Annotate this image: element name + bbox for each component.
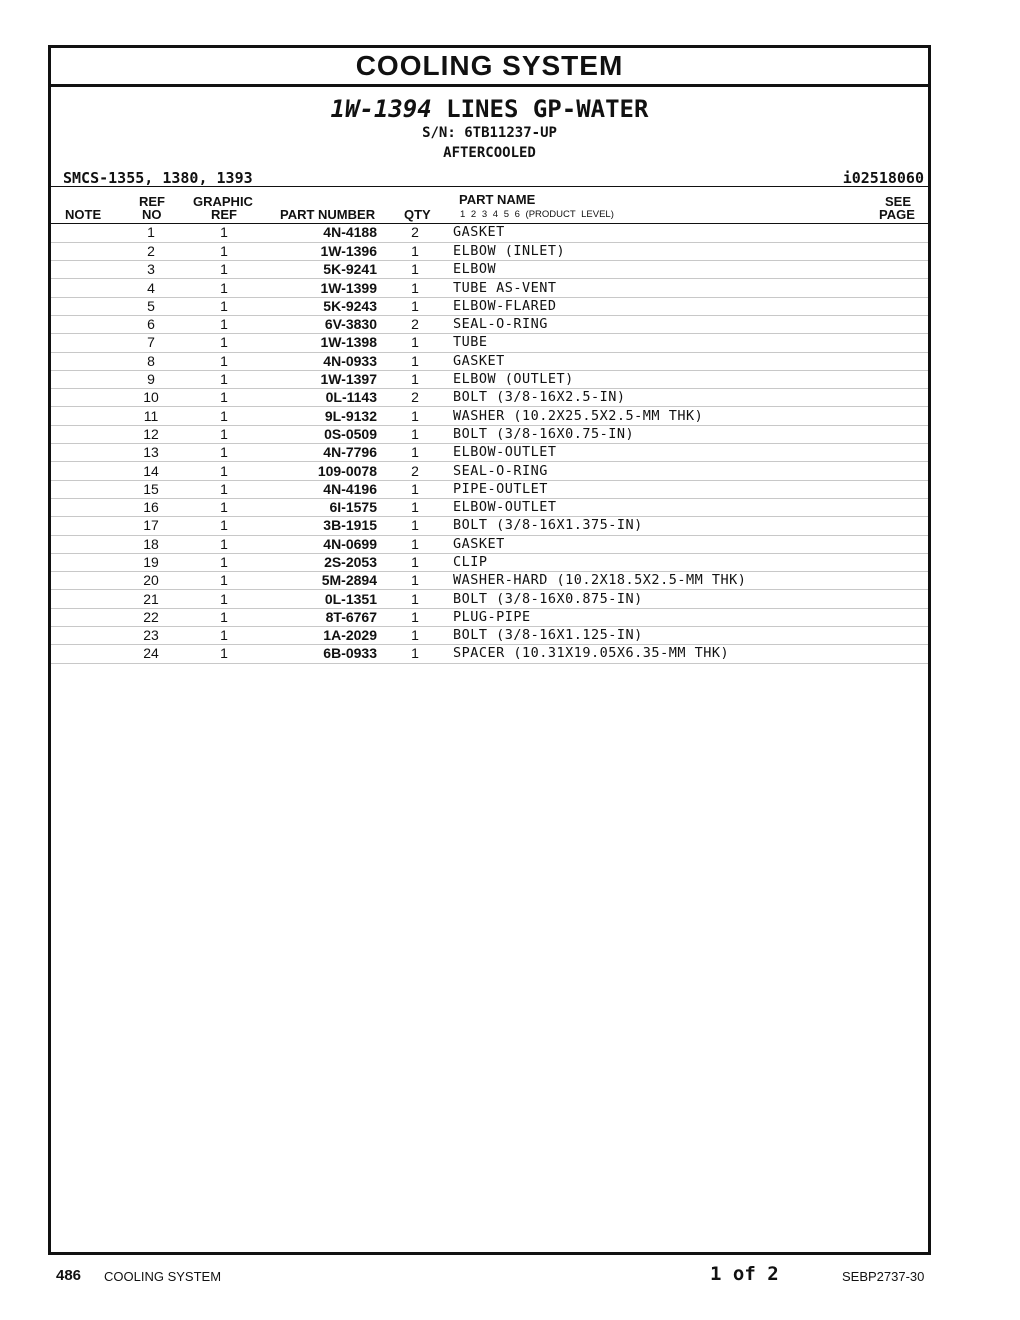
ref-no-cell: 19 [121, 553, 181, 571]
note-cell [51, 572, 121, 590]
graphic-ref-cell: 1 [181, 498, 267, 516]
illustration-id: i02518060 [842, 169, 924, 187]
part-name-cell: WASHER (10.2X25.5X2.5-MM THK) [453, 407, 928, 425]
ref-no-cell: 16 [121, 498, 181, 516]
part-name-cell: PIPE-OUTLET [453, 480, 928, 498]
part-name-cell: SEAL-O-RING [453, 315, 928, 333]
part-name-cell: ELBOW-FLARED [453, 297, 928, 315]
note-cell [51, 608, 121, 626]
graphic-ref-cell: 1 [181, 425, 267, 443]
note-cell [51, 297, 121, 315]
col-ref-bottom: NO [142, 207, 162, 222]
col-graphic-bottom: REF [211, 207, 237, 222]
part-name-cell: BOLT (3/8-16X1.125-IN) [453, 627, 928, 645]
table-row [51, 517, 928, 535]
part-number-cell: 1W-1397 [267, 370, 377, 388]
note-cell [51, 590, 121, 608]
parts-table-body [51, 224, 928, 663]
table-row [51, 261, 928, 279]
note-cell [51, 352, 121, 370]
qty-cell: 1 [377, 334, 453, 352]
part-number-cell: 5M-2894 [267, 572, 377, 590]
footer-sheet-count: 1 of 2 [710, 1263, 779, 1285]
part-name-cell: GASKET [453, 535, 928, 553]
ref-no-cell: 13 [121, 444, 181, 462]
graphic-ref-cell: 1 [181, 370, 267, 388]
part-number-cell: 4N-7796 [267, 444, 377, 462]
table-row [51, 645, 928, 663]
part-name-cell: BOLT (3/8-16X0.75-IN) [453, 425, 928, 443]
graphic-ref-cell: 1 [181, 389, 267, 407]
part-name-cell: BOLT (3/8-16X1.375-IN) [453, 517, 928, 535]
ref-no-cell: 1 [121, 224, 181, 242]
ref-no-cell: 6 [121, 315, 181, 333]
graphic-ref-cell: 1 [181, 334, 267, 352]
part-name-cell: ELBOW (OUTLET) [453, 370, 928, 388]
column-header [51, 191, 928, 224]
part-name-cell: PLUG-PIPE [453, 608, 928, 626]
ref-no-cell: 9 [121, 370, 181, 388]
table-row [51, 608, 928, 626]
graphic-ref-cell: 1 [181, 553, 267, 571]
note-cell [51, 389, 121, 407]
ref-no-cell: 15 [121, 480, 181, 498]
ref-no-cell: 21 [121, 590, 181, 608]
footer-doc-id: SEBP2737-30 [842, 1269, 925, 1284]
table-row [51, 389, 928, 407]
table-row [51, 498, 928, 516]
note-cell [51, 242, 121, 260]
note-cell [51, 425, 121, 443]
graphic-ref-cell: 1 [181, 572, 267, 590]
table-row [51, 297, 928, 315]
ref-no-cell: 20 [121, 572, 181, 590]
ref-no-cell: 4 [121, 279, 181, 297]
table-row [51, 407, 928, 425]
graphic-ref-cell: 1 [181, 517, 267, 535]
graphic-ref-cell: 1 [181, 590, 267, 608]
table-row [51, 425, 928, 443]
title-bar [51, 48, 928, 87]
graphic-ref-cell: 1 [181, 608, 267, 626]
graphic-ref-cell: 1 [181, 279, 267, 297]
ref-no-cell: 24 [121, 645, 181, 663]
table-row [51, 224, 928, 242]
qty-cell: 1 [377, 517, 453, 535]
part-name-cell: ELBOW (INLET) [453, 242, 928, 260]
part-name-cell: TUBE AS-VENT [453, 279, 928, 297]
part-number-cell: 109-0078 [267, 462, 377, 480]
part-number-cell: 0L-1143 [267, 389, 377, 407]
part-number-cell: 1W-1396 [267, 242, 377, 260]
qty-cell: 1 [377, 608, 453, 626]
table-row [51, 553, 928, 571]
graphic-ref-cell: 1 [181, 535, 267, 553]
part-number-cell: 5K-9243 [267, 297, 377, 315]
part-number-cell: 1W-1399 [267, 279, 377, 297]
qty-cell: 1 [377, 480, 453, 498]
part-number-cell: 1A-2029 [267, 627, 377, 645]
footer-section: COOLING SYSTEM [104, 1269, 222, 1284]
part-number-cell: 8T-6767 [267, 608, 377, 626]
part-number-cell: 1W-1398 [267, 334, 377, 352]
part-number-cell: 5K-9241 [267, 261, 377, 279]
col-qty: QTY [404, 207, 431, 222]
qty-cell: 2 [377, 224, 453, 242]
part-name-cell: TUBE [453, 334, 928, 352]
graphic-ref-cell: 1 [181, 462, 267, 480]
qty-cell: 1 [377, 627, 453, 645]
note-cell [51, 535, 121, 553]
footer-page-number: 486 [56, 1267, 82, 1284]
qty-cell: 1 [377, 425, 453, 443]
part-number-cell: 0L-1351 [267, 590, 377, 608]
qty-cell: 1 [377, 407, 453, 425]
part-number-cell: 6I-1575 [267, 498, 377, 516]
qty-cell: 1 [377, 553, 453, 571]
graphic-ref-cell: 1 [181, 407, 267, 425]
qty-cell: 1 [377, 370, 453, 388]
group-heading [51, 95, 928, 123]
note-cell [51, 480, 121, 498]
ref-no-cell: 17 [121, 517, 181, 535]
part-number-cell: 4N-4188 [267, 224, 377, 242]
ref-no-cell: 7 [121, 334, 181, 352]
col-part-name: PART NAME [459, 192, 536, 207]
table-row [51, 315, 928, 333]
group-part-number: 1W-1394 [330, 95, 432, 123]
qty-cell: 1 [377, 279, 453, 297]
part-name-cell: WASHER-HARD (10.2X18.5X2.5-MM THK) [453, 572, 928, 590]
part-number-cell: 6V-3830 [267, 315, 377, 333]
ref-no-cell: 18 [121, 535, 181, 553]
note-cell [51, 224, 121, 242]
part-number-cell: 0S-0509 [267, 425, 377, 443]
graphic-ref-cell: 1 [181, 480, 267, 498]
note-cell [51, 645, 121, 663]
note-cell [51, 370, 121, 388]
parts-sheet [48, 45, 931, 1255]
qty-cell: 1 [377, 352, 453, 370]
part-name-cell: ELBOW-OUTLET [453, 498, 928, 516]
graphic-ref-cell: 1 [181, 315, 267, 333]
table-row [51, 627, 928, 645]
group-part-name: LINES GP-WATER [446, 95, 649, 123]
qty-cell: 1 [377, 590, 453, 608]
part-name-cell: SPACER (10.31X19.05X6.35-MM THK) [453, 645, 928, 663]
col-graphic-top: GRAPHIC [193, 194, 253, 209]
section-title: COOLING SYSTEM [355, 50, 624, 81]
ref-no-cell: 2 [121, 242, 181, 260]
table-row [51, 352, 928, 370]
graphic-ref-cell: 1 [181, 645, 267, 663]
qty-cell: 1 [377, 297, 453, 315]
part-name-cell: ELBOW-OUTLET [453, 444, 928, 462]
parts-table [51, 224, 928, 664]
graphic-ref-cell: 1 [181, 242, 267, 260]
qty-cell: 1 [377, 645, 453, 663]
table-row [51, 242, 928, 260]
table-row [51, 590, 928, 608]
table-row [51, 462, 928, 480]
qty-cell: 1 [377, 444, 453, 462]
note-cell [51, 407, 121, 425]
qty-cell: 2 [377, 389, 453, 407]
part-name-cell: BOLT (3/8-16X2.5-IN) [453, 389, 928, 407]
col-part-number: PART NUMBER [280, 207, 376, 222]
ref-no-cell: 23 [121, 627, 181, 645]
col-see-bottom: PAGE [879, 207, 915, 222]
table-row [51, 444, 928, 462]
ref-no-cell: 3 [121, 261, 181, 279]
note-cell [51, 498, 121, 516]
part-number-cell: 3B-1915 [267, 517, 377, 535]
part-name-cell: GASKET [453, 224, 928, 242]
col-ref-top: REF [139, 194, 165, 209]
ref-no-cell: 12 [121, 425, 181, 443]
ref-no-cell: 11 [121, 407, 181, 425]
part-number-cell: 9L-9132 [267, 407, 377, 425]
product-levels: 1 2 3 4 5 6 (PRODUCT LEVEL) [460, 209, 614, 220]
note-cell [51, 517, 121, 535]
note-cell [51, 444, 121, 462]
note-cell [51, 315, 121, 333]
graphic-ref-cell: 1 [181, 297, 267, 315]
col-see-top: SEE [885, 194, 912, 209]
part-name-cell: ELBOW [453, 261, 928, 279]
ref-no-cell: 22 [121, 608, 181, 626]
qty-cell: 1 [377, 535, 453, 553]
graphic-ref-cell: 1 [181, 224, 267, 242]
table-row [51, 572, 928, 590]
part-name-cell: BOLT (3/8-16X0.875-IN) [453, 590, 928, 608]
smcs-codes: SMCS-1355, 1380, 1393 [63, 169, 253, 187]
note-cell [51, 334, 121, 352]
table-row [51, 370, 928, 388]
table-row [51, 334, 928, 352]
graphic-ref-cell: 1 [181, 261, 267, 279]
part-number-cell: 4N-0699 [267, 535, 377, 553]
note-cell [51, 261, 121, 279]
page-footer [0, 1265, 1020, 1289]
note-cell [51, 627, 121, 645]
graphic-ref-cell: 1 [181, 627, 267, 645]
part-number-cell: 4N-0933 [267, 352, 377, 370]
note-cell [51, 553, 121, 571]
part-name-cell: GASKET [453, 352, 928, 370]
ref-no-cell: 8 [121, 352, 181, 370]
part-number-cell: 6B-0933 [267, 645, 377, 663]
table-row [51, 480, 928, 498]
ref-no-cell: 14 [121, 462, 181, 480]
part-name-cell: SEAL-O-RING [453, 462, 928, 480]
serial-range: S/N: 6TB11237-UP [422, 125, 557, 141]
graphic-ref-cell: 1 [181, 444, 267, 462]
part-name-cell: CLIP [453, 553, 928, 571]
qty-cell: 1 [377, 261, 453, 279]
qty-cell: 1 [377, 242, 453, 260]
table-row [51, 279, 928, 297]
smcs-row [51, 169, 928, 191]
qty-cell: 1 [377, 572, 453, 590]
ref-no-cell: 5 [121, 297, 181, 315]
col-note: NOTE [65, 207, 102, 222]
part-number-cell: 4N-4196 [267, 480, 377, 498]
qty-cell: 2 [377, 315, 453, 333]
qty-cell: 2 [377, 462, 453, 480]
part-number-cell: 2S-2053 [267, 553, 377, 571]
note-cell [51, 279, 121, 297]
qty-cell: 1 [377, 498, 453, 516]
header-rule [51, 186, 928, 187]
graphic-ref-cell: 1 [181, 352, 267, 370]
ref-no-cell: 10 [121, 389, 181, 407]
table-row [51, 535, 928, 553]
note-cell [51, 462, 121, 480]
arrangement-label: AFTERCOOLED [443, 145, 536, 161]
